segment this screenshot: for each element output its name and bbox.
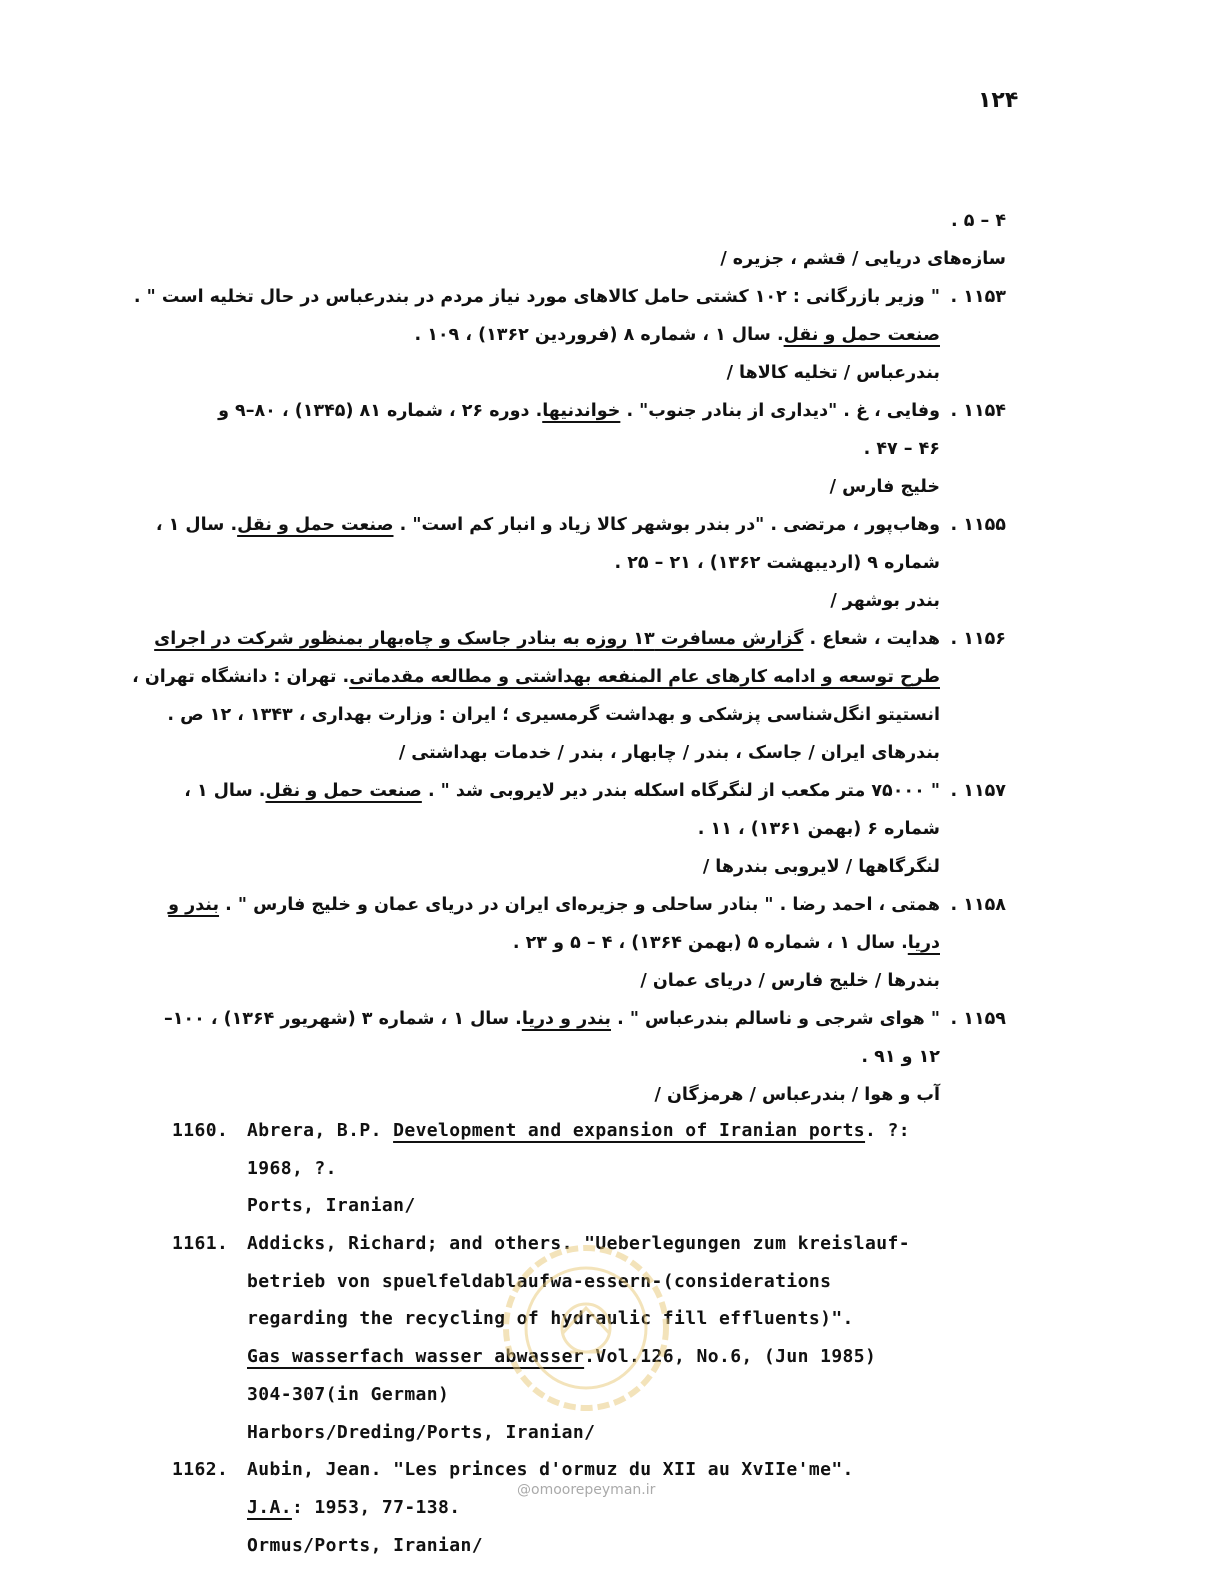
entry-1161-line-2: betrieb von spuelfeldablaufwa-essern-(considerations — [247, 1270, 832, 1292]
citation-details: . سال ۱ ، شماره ۳ (شهریور ۱۳۶۴) ، ۱۰۰– — [163, 1009, 522, 1029]
entry-number: 1160. — [172, 1120, 229, 1141]
entry-1160-line-2: 1968, ?. — [247, 1157, 337, 1179]
book-title: Development and expansion of Iranian ports — [393, 1120, 866, 1141]
citation-details: . سال ۱ ، — [155, 515, 238, 535]
report-title: گزارش مسافرت ۱۳ روزه به بنادر جاسک و چاه‌بهار بمنظور شرکت در اجرای — [154, 629, 804, 649]
citation-details: : 1953, 77-138. — [291, 1496, 461, 1518]
journal-title-continued: دریا — [907, 933, 940, 953]
entry-author-title: وهاب‌پور ، مرتضی . "در بندر بوشهر کالا زیاد و انبار کم است" . — [399, 515, 940, 535]
entry-1160-subjects: Ports, Iranian/ — [247, 1195, 416, 1217]
entry-1160-line-1 — [172, 1112, 1012, 1150]
citation-details: . سال ۱ ، — [184, 781, 266, 801]
citation-details: .Vol.126, No.6, (Jun 1985) — [584, 1346, 877, 1368]
entry-1161-subjects: Harbors/Dreding/Ports, Iranian/ — [247, 1421, 596, 1443]
entry-1156-line-3: انستیتو انگل‌شناسی پزشکی و بهداشت گرمسیری ؛ ایران : وزارت بهداری ، ۱۳۴۳ ، ۱۲ ص . — [167, 705, 940, 725]
entry-1156-line-1 — [154, 620, 1006, 658]
entry-1156-line-2 — [132, 658, 1006, 696]
entry-1161-line-5: 304-307(in German) — [247, 1383, 450, 1405]
entry-1159-line-1 — [163, 1000, 1006, 1038]
entry-1154-line-1 — [176, 392, 1006, 430]
entry-author-title: Addicks, Richard; and others. "Ueberlegungen zum kreislauf- — [247, 1233, 910, 1255]
entry-1161-line-3: regarding the recycling of hydraulic fill effluents)". — [247, 1308, 854, 1330]
entry-1154-subjects: خلیج فارس / — [829, 477, 940, 497]
entry-1157-line-1 — [176, 772, 1006, 810]
citation-details: . دوره ۲۶ ، شماره ۸۱ (۱۳۴۵) ، ۸۰–۹ و — [218, 401, 543, 421]
persian-bibliography — [132, 202, 1006, 1114]
entry-1159-line-2: ۱۲ و ۹۱ . — [861, 1047, 940, 1067]
entry-title: " ۷۵۰۰۰ متر مکعب از لنگرگاه اسکله بندر دیر لایروبی شد " . — [427, 781, 940, 801]
entry-1158-subjects: بندرها / خلیج فارس / دریای عمان / — [640, 971, 940, 991]
entry-1153-line-1 — [133, 278, 1006, 316]
entry-1156-subjects: بندرهای ایران / جاسک ، بندر / چابهار ، بندر / خدمات بهداشتی / — [398, 743, 940, 763]
entry-number: 1161. — [172, 1233, 229, 1255]
entry-1159-subjects: آب و هوا / بندرعباس / هرمزگان / — [654, 1085, 940, 1105]
entry-1158-line-2 — [176, 924, 1006, 962]
journal-title: بندر و دریا — [521, 1009, 611, 1029]
entry-1154-line-2: ۴۶ – ۴۷ . — [863, 439, 940, 459]
entry-number: 1162. — [172, 1459, 229, 1481]
entry-number: ۱۱۵۸ . — [950, 895, 1006, 915]
journal-title: صنعت حمل و نقل — [783, 325, 940, 345]
report-title-continued: طرح توسعه و ادامه کارهای عام المنفعه بهداشتی و مطالعه مقدماتی — [349, 667, 940, 687]
watermark-seal-icon — [500, 1242, 672, 1414]
citation-details: . ?: — [865, 1120, 910, 1141]
watermark-url: @omoorepeyman.ir — [517, 1482, 656, 1498]
entry-1153-subjects: بندرعباس / تخلیه کالاها / — [726, 363, 940, 383]
journal-title: صنعت حمل و نقل — [237, 515, 394, 535]
entry-1157-line-2: شماره ۶ (بهمن ۱۳۶۱) ، ۱۱ . — [697, 819, 940, 839]
entry-author-title: همتی ، احمد رضا . " بنادر ساحلی و جزیره‌ای ایران در دریای عمان و خلیج فارس " . — [225, 895, 940, 915]
entry-1162-subjects: Ormus/Ports, Iranian/ — [247, 1534, 483, 1556]
journal-title: J.A. — [247, 1496, 292, 1518]
entry-number: ۱۱۵۵ . — [950, 515, 1006, 535]
journal-title: بندر و — [168, 895, 220, 915]
journal-title: خواندنیها — [542, 401, 621, 421]
publisher: . تهران : دانشگاه تهران ، — [132, 667, 350, 687]
entry-1158-line-1 — [168, 886, 1006, 924]
journal-title: Gas wasserfach wasser abwasser — [247, 1346, 585, 1368]
citation-details: . سال ۱ ، شماره ۸ (فروردین ۱۳۶۲) ، ۱۰۹ . — [414, 325, 784, 345]
entry-1157-subjects: لنگرگاهها / لایروبی بندرها / — [702, 857, 940, 877]
entry-number: ۱۱۵۷ . — [950, 781, 1006, 801]
entry-1153-line-2 — [176, 316, 1006, 354]
entry-number: ۱۱۵۴ . — [950, 401, 1006, 421]
entry-author: Abrera, B.P. — [247, 1120, 394, 1141]
entry-title: " وزیر بازرگانی : ۱۰۲ کشتی حامل کالاهای مورد نیاز مردم در بندرعباس در حال تخلیه است " . — [133, 287, 940, 307]
entry-author-title: وفایی ، غ . "دیداری از بنادر جنوب" . — [626, 401, 940, 421]
journal-title: صنعت حمل و نقل — [265, 781, 422, 801]
entry-1155-subjects: بندر بوشهر / — [830, 591, 940, 611]
entry-1155-line-1 — [155, 506, 1006, 544]
section-range: ۴ – ۵ . — [950, 211, 1006, 231]
entry-number: ۱۱۵۹ . — [950, 1009, 1006, 1029]
entry-number: ۱۱۵۶ . — [950, 629, 1006, 649]
section-subjects: سازه‌های دریایی / قشم ، جزیره / — [720, 249, 1006, 269]
entry-title: " هوای شرجی و ناسالم بندرعباس " . — [617, 1009, 940, 1029]
entry-1155-line-2: شماره ۹ (اردیبهشت ۱۳۶۲) ، ۲۱ – ۲۵ . — [614, 553, 940, 573]
entry-author: هدایت ، شعاع . — [809, 629, 940, 649]
entry-number: ۱۱۵۳ . — [950, 287, 1006, 307]
entry-author-title: Aubin, Jean. "Les princes d'ormuz du XII au XvIIe'me". — [247, 1459, 854, 1481]
citation-details: . سال ۱ ، شماره ۵ (بهمن ۱۳۶۴) ، ۴ – ۵ و ۲۳ . — [512, 933, 908, 953]
page-number: ۱۲۴ — [978, 88, 1019, 113]
